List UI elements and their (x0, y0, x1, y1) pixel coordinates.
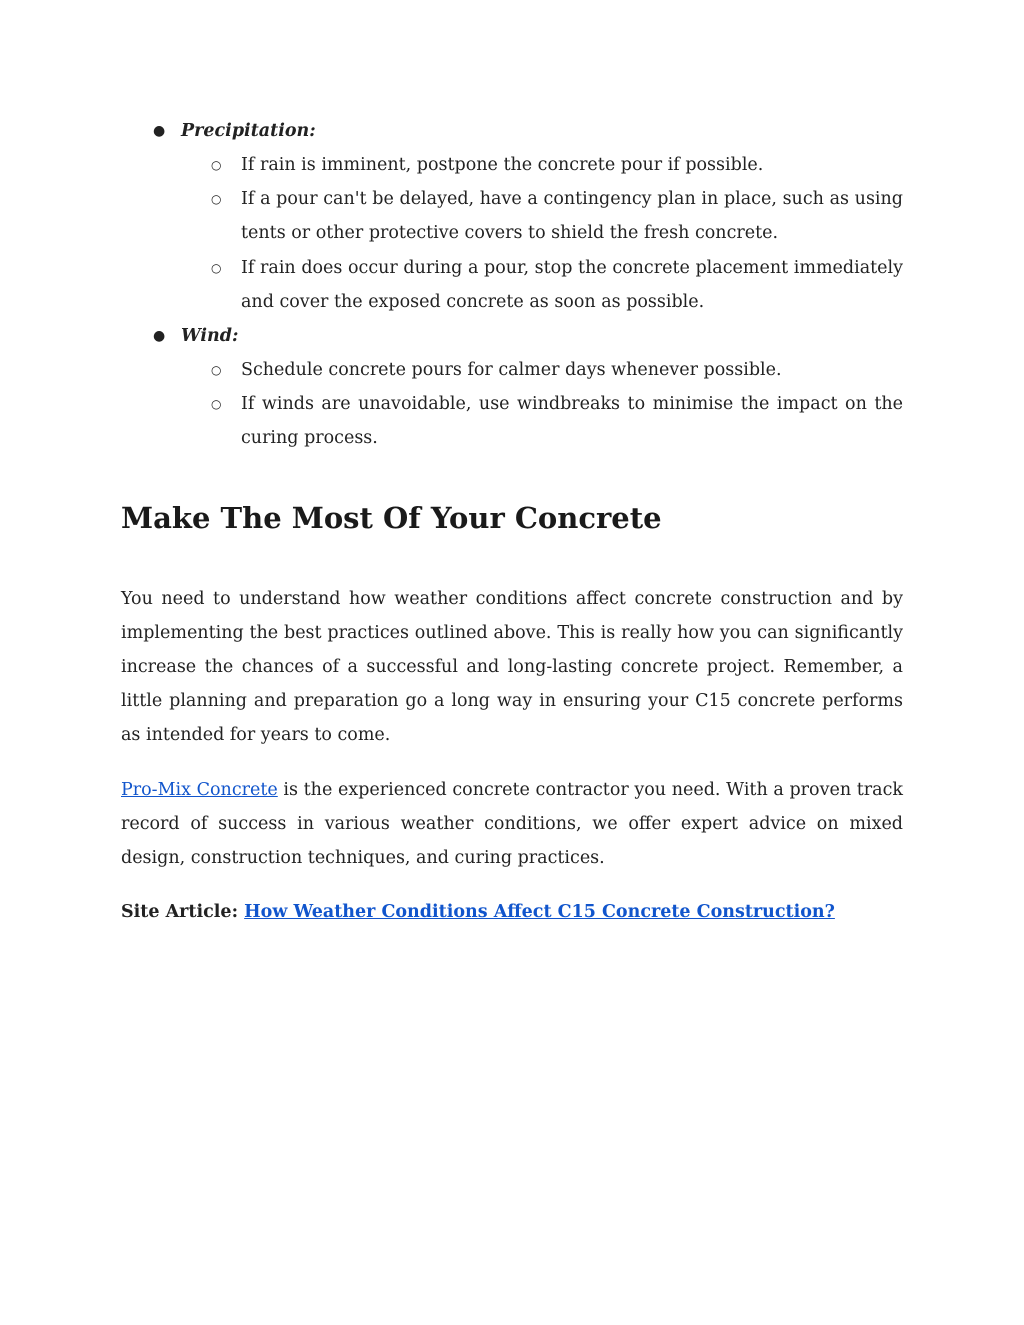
bullet-heading: Precipitation: (181, 121, 316, 141)
pro-mix-concrete-link[interactable]: Pro-Mix Concrete (121, 779, 278, 800)
weather-bullet-list (121, 114, 903, 456)
sub-item-text: If rain is imminent, postpone the concrete pour if possible. (241, 155, 764, 175)
site-article-link[interactable]: How Weather Conditions Affect C15 Concrete Construction? (244, 902, 835, 923)
sub-item-text: If rain does occur during a pour, stop the concrete placement immediately and cover the exposed concrete as soon as possible. (241, 257, 903, 312)
sub-item-text: Schedule concrete pours for calmer days whenever possible. (241, 360, 782, 381)
site-article-line (121, 895, 903, 929)
circle-bullet-icon: ○ (211, 158, 222, 172)
bullet-heading: Wind: (181, 326, 239, 347)
sub-item (181, 387, 903, 455)
sub-list (181, 353, 903, 456)
sub-item (181, 182, 903, 250)
bullet-dot-icon: ● (153, 328, 166, 345)
circle-bullet-icon: ○ (211, 363, 222, 378)
circle-bullet-icon: ○ (211, 192, 222, 207)
bullet-wind (121, 319, 903, 456)
site-article-label: Site Article: (121, 902, 245, 923)
sub-item-text: If a pour can't be delayed, have a contingency plan in place, such as using tents or other protective covers to shield the fresh concrete. (241, 189, 903, 244)
section-title: Make The Most Of Your Concrete (121, 500, 662, 535)
paragraph-company (121, 773, 903, 876)
sub-item (181, 251, 903, 319)
sub-item (181, 148, 903, 182)
circle-bullet-icon: ○ (211, 260, 222, 275)
bullet-precipitation (121, 114, 903, 319)
document-page (121, 114, 903, 929)
sub-list (181, 148, 903, 319)
paragraph-summary: You need to understand how weather conditions affect concrete construction and by implementing the best practices outlined above. This is really how you can significantly increase the chances of a successful and long-lasting concrete project. Remember, a little planning and preparation go a long way in ensuring your C15 concrete performs as intended for years to come. (121, 588, 903, 746)
sub-item (181, 353, 903, 387)
paragraph-company-text: is the experienced concrete contractor you need. With a proven track record of success in various weather conditions, we offer expert advice on mixed design, construction techniques, and curing practices. (121, 779, 903, 869)
circle-bullet-icon: ○ (211, 397, 222, 412)
sub-item-text: If winds are unavoidable, use windbreaks to minimise the impact on the curing process. (241, 394, 903, 449)
bullet-dot-icon: ● (153, 123, 166, 139)
